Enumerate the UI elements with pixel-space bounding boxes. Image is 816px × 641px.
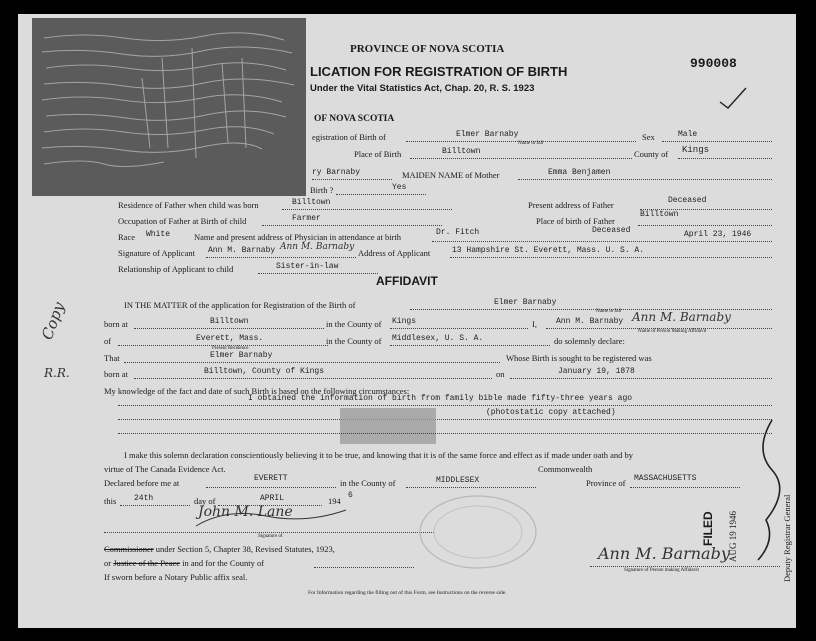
name-in-full-note: Name in full: [518, 141, 544, 146]
signature-flourish: [192, 500, 348, 534]
declared-province: MASSACHUSETTS: [634, 474, 697, 483]
form-subtitle: Under the Vital Statistics Act, Chap. 20, R. S. 1923: [310, 83, 535, 94]
day-of-label: day of: [194, 496, 216, 506]
redacted-patch: [340, 408, 436, 444]
registrar-signature-scribble: [744, 414, 788, 564]
i-label: I,: [532, 319, 537, 329]
father-name-partial: ry Barnaby: [312, 168, 361, 177]
officer-handwritten-signature: John M. Lane: [198, 504, 293, 520]
deponent-residence: Everett, Mass.: [196, 334, 264, 343]
subject-name: Elmer Barnaby: [210, 351, 273, 360]
matter-name-note: Name in full: [596, 309, 622, 314]
commissioner-label: [104, 544, 335, 554]
filed-date: AUG 19 1946: [728, 511, 738, 562]
in-county-label: in the County of: [326, 319, 382, 329]
applicant-signature-label: Signature of Applicant: [118, 248, 195, 258]
father-birthplace-label: Place of birth of Father: [536, 216, 615, 226]
deponent-note: Name of Person Making Affidavit: [638, 329, 707, 334]
province-heading: PROVINCE OF NOVA SCOTIA: [350, 43, 505, 55]
birth-of-label: egistration of Birth of: [312, 132, 386, 142]
deponent-signature-label: Signature of Person making Affidavit: [624, 568, 699, 573]
whose-birth-label: Whose Birth is sought to be registered was: [506, 353, 652, 363]
signature-of-label: Signature of: [258, 534, 283, 539]
declared-county-label: in the County of: [340, 478, 396, 488]
birth-registration-document: [18, 14, 796, 628]
residence-note: Present Residence: [212, 346, 249, 351]
year-digit: 6: [348, 491, 353, 500]
physician-status: Deceased: [592, 226, 631, 235]
matter-label: IN THE MATTER of the application for Registration of the Birth of: [124, 300, 356, 310]
mother-label: MAIDEN NAME of Mother: [402, 170, 500, 180]
applicant-handwritten-signature: Ann M. Barnaby: [280, 242, 355, 252]
margin-note-rr: R.R.: [44, 366, 70, 380]
declared-county: MIDDLESEX: [436, 476, 480, 485]
mother-name: Emma Benjamen: [548, 168, 611, 177]
born-at-place: Billtown: [210, 317, 249, 326]
father-occupation-label: Occupation of Father at Birth of child: [118, 216, 247, 226]
evidence-act-text: virtue of The Canada Evidence Act.: [104, 464, 226, 474]
race-value: White: [146, 230, 171, 239]
jp-label: [104, 558, 264, 568]
born-at-place-2: Billtown, County of Kings: [204, 367, 325, 376]
declared-month: APRIL: [260, 494, 285, 503]
circumstance-line-1: I obtained the information of birth from family bible made fifty-three years ago: [248, 394, 633, 403]
sex-label: Sex: [642, 132, 655, 142]
solemn-declaration-text: I make this solemn declaration conscientiously believing it to be true, and knowing that it is of the same force and effect as if made under oath and by: [124, 450, 633, 460]
in-county-label-2: in the County of: [326, 336, 382, 346]
deputy-registrar-label: Deputy Registrar General: [782, 494, 792, 582]
relationship-label: Relationship of Applicant to child: [118, 264, 234, 274]
margin-note-copy: Copy: [38, 299, 69, 343]
county-label: County of: [634, 149, 669, 159]
county-value: Kings: [682, 145, 710, 155]
commissioner-struck: Commissioner: [104, 544, 154, 554]
year-prefix: 194: [328, 496, 341, 506]
form-date: April 23, 1946: [684, 230, 752, 239]
on-label: on: [496, 369, 505, 379]
father-present-address: Deceased: [668, 196, 707, 205]
race-label: Race: [118, 232, 135, 242]
father-residence-label: Residence of Father when child was born: [118, 200, 259, 210]
place-of-birth-label: Place of Birth: [354, 149, 402, 159]
serial-number: 990008: [690, 56, 737, 71]
of-label: of: [104, 336, 112, 346]
deponent-bottom-signature: Ann M. Barnaby: [598, 544, 730, 563]
place-of-birth: Billtown: [442, 147, 481, 156]
check-mark-icon: [718, 86, 748, 110]
matter-name: Elmer Barnaby: [494, 298, 557, 307]
father-residence: Billtown: [292, 198, 331, 207]
deponent-name: Ann M. Barnaby: [556, 317, 624, 326]
legitimacy-label: Birth ?: [310, 185, 334, 195]
physician-name: Dr. Fitch: [436, 228, 480, 237]
form-title: LICATION FOR REGISTRATION OF BIRTH: [310, 64, 568, 79]
notary-note: If sworn before a Notary Public affix seal.: [104, 572, 248, 582]
birth-date: January 19, 1878: [558, 367, 635, 376]
that-label: That: [104, 353, 120, 363]
commonwealth-label: Commonwealth: [538, 464, 593, 474]
applicant-address: 13 Hampshire St. Everett, Mass. U. S. A.: [452, 246, 645, 255]
applicant-name: Ann M. Barnaby: [208, 246, 276, 255]
attached-photostat-image: [32, 18, 306, 196]
relationship-value: Sister-in-law: [276, 262, 339, 271]
jp-rest: in and for the County of: [182, 558, 265, 568]
deponent-county: Middlesex, U. S. A.: [392, 334, 484, 343]
declared-before-label: Declared before me at: [104, 478, 180, 488]
legitimacy-value: Yes: [392, 183, 407, 192]
father-present-label: Present address of Father: [528, 200, 614, 210]
filed-stamp: FILED: [701, 511, 715, 546]
child-name: Elmer Barnaby: [456, 130, 519, 139]
father-birthplace: Billtown: [640, 210, 679, 219]
born-county: Kings: [392, 317, 417, 326]
knowledge-label: My knowledge of the fact and date of such Birth is based on the following circumstances:: [104, 386, 410, 396]
declared-place: EVERETT: [254, 474, 288, 483]
province-of-label: Province of: [586, 478, 626, 488]
embossed-seal: [416, 492, 540, 572]
declared-day: 24th: [134, 494, 154, 503]
photostat-handwriting-texture: [32, 18, 306, 196]
physician-label: Name and present address of Physician in attendance at birth: [194, 232, 402, 242]
deponent-handwritten-signature: Ann M. Barnaby: [632, 310, 731, 324]
circumstance-line-2: (photostatic copy attached): [486, 408, 616, 417]
affidavit-heading: AFFIDAVIT: [376, 274, 438, 288]
commissioner-rest: under Section 5, Chapter 38, Revised Statutes, 1923,: [155, 544, 335, 554]
born-at-label-2: born at: [104, 369, 128, 379]
this-label: this: [104, 496, 117, 506]
sub-province-heading: OF NOVA SCOTIA: [314, 114, 395, 124]
sex-value: Male: [678, 130, 698, 139]
father-occupation: Farmer: [292, 214, 321, 223]
or-text: or: [104, 558, 112, 568]
applicant-address-label: Address of Applicant: [358, 248, 431, 258]
footer-instructions: For Information regarding the filling out of this Form, see Instructions on the reverse side.: [308, 590, 507, 596]
jp-struck: Justice of the Peace: [113, 558, 181, 568]
born-at-label: born at: [104, 319, 128, 329]
declare-label: do solemnly declare:: [554, 336, 625, 346]
